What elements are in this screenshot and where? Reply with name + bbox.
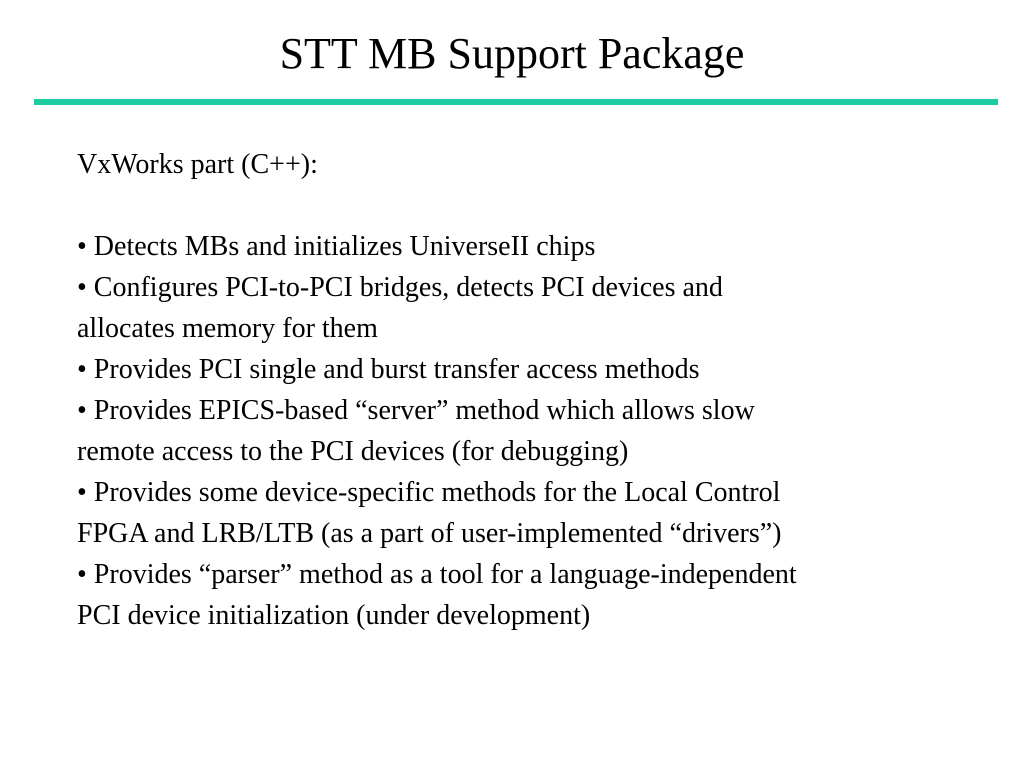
bullet-text-line: • Detects MBs and initializes UniverseII chips [77, 231, 596, 262]
section-heading: VxWorks part (C++): [77, 149, 318, 180]
bullet-text-line: allocates memory for them [77, 313, 378, 344]
bullet-item [77, 554, 977, 636]
bullet-text-line: • Provides EPICS-based “server” method which allows slow [77, 395, 755, 426]
blank-line [77, 185, 977, 226]
bullet-item [77, 267, 977, 349]
bullet-item [77, 472, 977, 554]
bullet-text-line: • Provides “parser” method as a tool for a language-independent [77, 559, 797, 590]
bullet-item [77, 390, 977, 472]
bullet-text-line: • Provides some device-specific methods for the Local Control [77, 477, 781, 508]
bullet-text-line: FPGA and LRB/LTB (as a part of user-implemented “drivers”) [77, 518, 782, 549]
slide-body [77, 144, 977, 636]
bullet-item [77, 349, 977, 390]
bullet-text-line: • Provides PCI single and burst transfer access methods [77, 354, 700, 385]
bullet-item [77, 226, 977, 267]
bullet-text-line: • Configures PCI-to-PCI bridges, detects PCI devices and [77, 272, 723, 303]
bullet-text-line: remote access to the PCI devices (for debugging) [77, 436, 629, 467]
bullet-text-line: PCI device initialization (under development) [77, 600, 591, 631]
slide-title: STT MB Support Package [279, 29, 745, 78]
title-divider [34, 99, 998, 105]
